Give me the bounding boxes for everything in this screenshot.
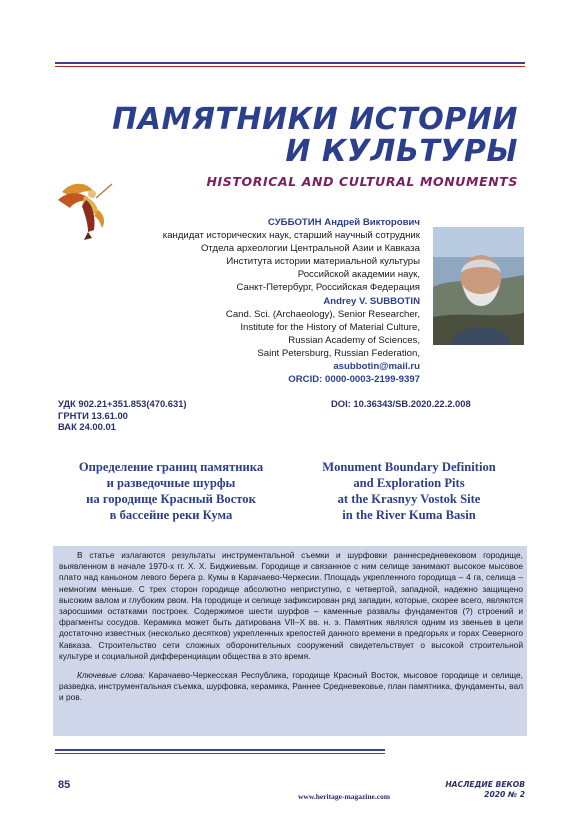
author-photo xyxy=(433,227,524,345)
author-name-en: Andrey V. SUBBOTIN xyxy=(323,295,420,307)
journal-issue xyxy=(445,780,525,800)
article-title-ru-line: в бассейне реки Кума xyxy=(109,508,233,522)
page-number: 85 xyxy=(58,779,71,791)
journal-year-issue: 2020 № 2 xyxy=(484,790,525,799)
author-line-ru: Российской академии наук, xyxy=(297,269,420,281)
article-title-en-line: at the Krasnyy Vostok Site xyxy=(337,492,481,506)
website-link[interactable]: www.heritage-magazine.com xyxy=(298,792,391,801)
doi-link[interactable]: DOI: 10.36343/SB.2020.22.2.008 xyxy=(331,398,471,409)
author-email-link[interactable]: asubbotin@mail.ru xyxy=(333,361,420,373)
section-title-ru-line1: ПАМЯТНИКИ ИСТОРИИ xyxy=(112,102,518,137)
section-title-ru-line2: И КУЛЬТУРЫ xyxy=(285,134,518,169)
author-orcid: ORCID: 0000-0003-2199-9397 xyxy=(288,374,420,386)
bottom-rule-red xyxy=(55,753,385,754)
article-title-en-line: Monument Boundary Definition xyxy=(322,460,496,474)
section-title-ru xyxy=(112,104,518,168)
article-title-ru-line: на городище Красный Восток xyxy=(86,492,256,506)
grnti-code: ГРНТИ 13.61.00 xyxy=(58,409,128,421)
top-rule-blue xyxy=(55,62,525,64)
author-block xyxy=(90,216,420,386)
article-title-ru xyxy=(52,459,290,523)
bottom-rule-blue xyxy=(55,749,385,751)
vak-code: ВАК 24.00.01 xyxy=(58,421,116,433)
abstract-text: В статье излагаются результаты инструментальной съемки и шурфовки раннесредневековом городище, выявленном в начале 1970-х гг. Х. Х. Биджиевым. Городище и связанное с ним селище занимают высокое мысовое плато над каньоном левого берега р. Кумы в Карачаево-Черкесии. Площадь укрепленного городища – 4 га, селища – немногим меньше. С трех сторон городище абсолютно неприступно, с четвертой, западной, надежно защищено высоким валом и глубоким рвом. На городище и селище зафиксирован ряд западин, которые, скорее всего, являются заросшими остатками построек. Содержимое шести шурфов – каменные развалы фундаментов (?) строений и фрагменты сосудов. Керамика может быть датирована VII–X вв. н. э. Памятник являлся одним из звеньев в цепи достаточно известных (несколько десятков) укрепленных крепостей данного времени в предгорьях и горах Северного Кавказа. Строительство сети сложных оборонительных сооружений свидетельствует о высокой строительной культуре и социальной дифференциации общества в это время. xyxy=(59,550,523,661)
author-line-ru: Санкт-Петербург, Российская Федерация xyxy=(236,282,420,294)
author-line-en: Russian Academy of Sciences, xyxy=(288,334,420,346)
author-line-ru: кандидат исторических наук, старший научный сотрудник xyxy=(162,230,420,242)
author-name-ru: СУББОТИН Андрей Викторович xyxy=(267,217,420,228)
author-line-en: Institute for the History of Material Culture, xyxy=(240,321,420,333)
section-title-en: HISTORICAL AND CULTURAL MONUMENTS xyxy=(206,174,518,189)
keywords-text: Карачаево-Черкесская Республика, городище Красный Восток, мысовое городище и селище, разведка, инструментальная съемка, шурфовка, керамика, Раннее Средневековье, план памятника, фундаменты, вал и ров. xyxy=(59,670,523,703)
top-rule-red xyxy=(55,66,525,67)
author-line-ru: Отдела археологии Центральной Азии и Кавказа xyxy=(200,243,420,255)
abstract-box xyxy=(53,546,527,736)
udk-code: УДК 902.21+351.853(470.631) xyxy=(58,398,187,409)
classification-codes xyxy=(58,398,187,433)
keywords-label: Ключевые слова: xyxy=(77,670,146,681)
author-line-ru: Института истории материальной культуры xyxy=(226,256,420,268)
article-title-en xyxy=(290,459,528,523)
journal-name: НАСЛЕДИЕ ВЕКОВ xyxy=(445,780,525,789)
article-title-ru-line: и разведочные шурфы xyxy=(106,476,236,490)
article-title-ru-line: Определение границ памятника xyxy=(78,460,264,474)
article-title-en-line: in the River Kuma Basin xyxy=(342,508,476,522)
author-line-en: Saint Petersburg, Russian Federation, xyxy=(257,347,420,359)
author-line-en: Cand. Sci. (Archaeology), Senior Researcher, xyxy=(225,308,420,320)
article-title-en-line: and Exploration Pits xyxy=(353,476,465,490)
keywords-paragraph xyxy=(59,670,523,704)
